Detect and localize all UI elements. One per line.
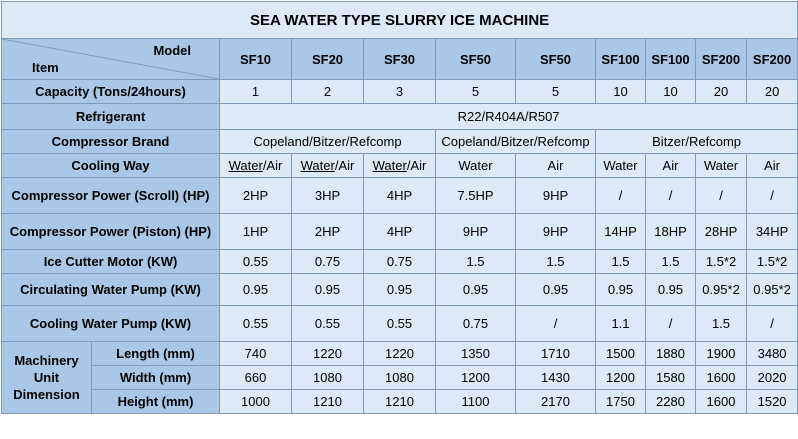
table-cell: 0.55 (220, 306, 292, 342)
table-cell: R22/R404A/R507 (220, 104, 798, 130)
table-cell: / (646, 306, 696, 342)
table-row (2, 80, 798, 104)
table-cell: 1600 (696, 366, 747, 390)
table-cell: 1000 (220, 390, 292, 414)
table-cell: 0.95*2 (747, 274, 798, 306)
table-cell: 0.95 (436, 274, 516, 306)
table-cell: 1750 (596, 390, 646, 414)
row-label-power-scroll: Compressor Power (Scroll) (HP) (2, 178, 220, 214)
model-header: SF50 (436, 39, 516, 80)
row-label-refrigerant: Refrigerant (2, 104, 220, 130)
row-label-compressor-brand: Compressor Brand (2, 130, 220, 154)
table-cell: 4HP (364, 214, 436, 250)
table-cell: 1.1 (596, 306, 646, 342)
table-cell: 1.5 (596, 250, 646, 274)
item-label: Item (32, 60, 59, 75)
cooling-option: Water (603, 158, 638, 173)
table-row (2, 178, 798, 214)
table-cell: 1080 (364, 366, 436, 390)
table-cell: 1710 (516, 342, 596, 366)
row-label-capacity: Capacity (Tons/24hours) (2, 80, 220, 104)
table-cell: 1100 (436, 390, 516, 414)
table-cell (220, 154, 292, 178)
table-cell: 20 (696, 80, 747, 104)
table-cell (696, 154, 747, 178)
model-header: SF200 (696, 39, 747, 80)
table-cell: 0.75 (292, 250, 364, 274)
table-cell: 740 (220, 342, 292, 366)
model-header: SF10 (220, 39, 292, 80)
table-cell: / (516, 306, 596, 342)
table-cell (364, 154, 436, 178)
cooling-option: Water (703, 158, 739, 173)
table-cell: 660 (220, 366, 292, 390)
table-cell: / (696, 178, 747, 214)
table-cell: 1220 (364, 342, 436, 366)
table-cell: 1210 (292, 390, 364, 414)
table-cell: 0.95 (292, 274, 364, 306)
dimension-group-label: Machinery Unit Dimension (2, 342, 92, 414)
table-cell: 3480 (747, 342, 798, 366)
table-cell: 2HP (292, 214, 364, 250)
table-cell: 10 (646, 80, 696, 104)
cooling-option: Water (300, 158, 335, 173)
table-cell: 34HP (747, 214, 798, 250)
table-cell (596, 154, 646, 178)
table-cell: 1HP (220, 214, 292, 250)
model-header: SF30 (364, 39, 436, 80)
table-cell: 2020 (747, 366, 798, 390)
table-cell: / (646, 178, 696, 214)
table-cell: 9HP (516, 214, 596, 250)
row-label-power-piston: Compressor Power (Piston) (HP) (2, 214, 220, 250)
cooling-option: Water (228, 158, 263, 173)
model-header: SF50 (516, 39, 596, 80)
table-cell: 1520 (747, 390, 798, 414)
table-cell: 0.95 (596, 274, 646, 306)
table-cell: 2280 (646, 390, 696, 414)
table-cell: 1600 (696, 390, 747, 414)
cooling-option-alt: /Air (262, 158, 283, 173)
table-cell: 0.55 (220, 250, 292, 274)
table-row (2, 154, 798, 178)
row-label-length: Length (mm) (92, 342, 220, 366)
row-label-circ-pump: Circulating Water Pump (KW) (2, 274, 220, 306)
table-row (2, 214, 798, 250)
table-title: SEA WATER TYPE SLURRY ICE MACHINE (2, 2, 798, 39)
cooling-option: Air (547, 158, 564, 173)
model-header: SF20 (292, 39, 364, 80)
row-label-width: Width (mm) (92, 366, 220, 390)
cooling-option: Air (662, 158, 679, 173)
table-cell: 1.5 (646, 250, 696, 274)
table-cell: 0.95*2 (696, 274, 747, 306)
model-header: SF100 (596, 39, 646, 80)
table-row (2, 274, 798, 306)
table-cell: 1200 (436, 366, 516, 390)
cooling-option: Water (372, 158, 407, 173)
cooling-option: Air (764, 158, 781, 173)
table-cell: Bitzer/Refcomp (596, 130, 798, 154)
table-cell: 1.5*2 (696, 250, 747, 274)
table-cell: 7.5HP (436, 178, 516, 214)
table-cell: 1220 (292, 342, 364, 366)
model-label: Model (153, 43, 191, 58)
table-cell: 0.95 (364, 274, 436, 306)
table-cell (747, 154, 798, 178)
table-cell: 1430 (516, 366, 596, 390)
table-cell: 28HP (696, 214, 747, 250)
row-label-ice-cutter: Ice Cutter Motor (KW) (2, 250, 220, 274)
table-cell: Copeland/Bitzer/Refcomp (220, 130, 436, 154)
table-cell: 1.5 (696, 306, 747, 342)
table-cell: 20 (747, 80, 798, 104)
table-cell: 1200 (596, 366, 646, 390)
table-cell (516, 154, 596, 178)
table-row (2, 306, 798, 342)
table-cell (292, 154, 364, 178)
table-cell: 1900 (696, 342, 747, 366)
table-row (2, 104, 798, 130)
table-cell: 4HP (364, 178, 436, 214)
table-cell: 0.95 (646, 274, 696, 306)
table-cell: 0.55 (364, 306, 436, 342)
table-row (2, 250, 798, 274)
model-header: SF200 (747, 39, 798, 80)
table-cell: 1.5 (516, 250, 596, 274)
table-cell: / (747, 178, 798, 214)
table-row (2, 366, 798, 390)
table-cell: 10 (596, 80, 646, 104)
table-cell: 5 (436, 80, 516, 104)
table-cell: / (747, 306, 798, 342)
row-label-cooling-way: Cooling Way (2, 154, 220, 178)
table-cell: 1880 (646, 342, 696, 366)
table-row (2, 342, 798, 366)
table-cell: 1210 (364, 390, 436, 414)
table-cell (646, 154, 696, 178)
table-cell (436, 154, 516, 178)
table-cell: 0.95 (220, 274, 292, 306)
table-cell: 0.95 (516, 274, 596, 306)
table-cell: 18HP (646, 214, 696, 250)
table-cell: 9HP (516, 178, 596, 214)
table-cell: 1580 (646, 366, 696, 390)
table-cell: 1350 (436, 342, 516, 366)
table-cell: 1500 (596, 342, 646, 366)
table-cell: 1.5 (436, 250, 516, 274)
table-row (2, 130, 798, 154)
table-cell: 14HP (596, 214, 646, 250)
table-row (2, 390, 798, 414)
table-cell: 0.75 (364, 250, 436, 274)
table-cell: 3 (364, 80, 436, 104)
table-cell: 0.75 (436, 306, 516, 342)
table-cell: Copeland/Bitzer/Refcomp (436, 130, 596, 154)
row-label-height: Height (mm) (92, 390, 220, 414)
table-cell: 1 (220, 80, 292, 104)
table-cell: 2 (292, 80, 364, 104)
table-cell: 0.55 (292, 306, 364, 342)
table-cell: 2170 (516, 390, 596, 414)
model-item-header (2, 39, 220, 80)
table-cell: 1080 (292, 366, 364, 390)
cooling-option-alt: /Air (334, 158, 355, 173)
cooling-option: Water (458, 158, 493, 173)
cooling-option-alt: /Air (406, 158, 427, 173)
model-header: SF100 (646, 39, 696, 80)
spec-table (1, 1, 798, 414)
table-cell: / (596, 178, 646, 214)
table-cell: 2HP (220, 178, 292, 214)
row-label-cooling-pump: Cooling Water Pump (KW) (2, 306, 220, 342)
table-cell: 3HP (292, 178, 364, 214)
table-cell: 1.5*2 (747, 250, 798, 274)
table-cell: 5 (516, 80, 596, 104)
table-cell: 9HP (436, 214, 516, 250)
